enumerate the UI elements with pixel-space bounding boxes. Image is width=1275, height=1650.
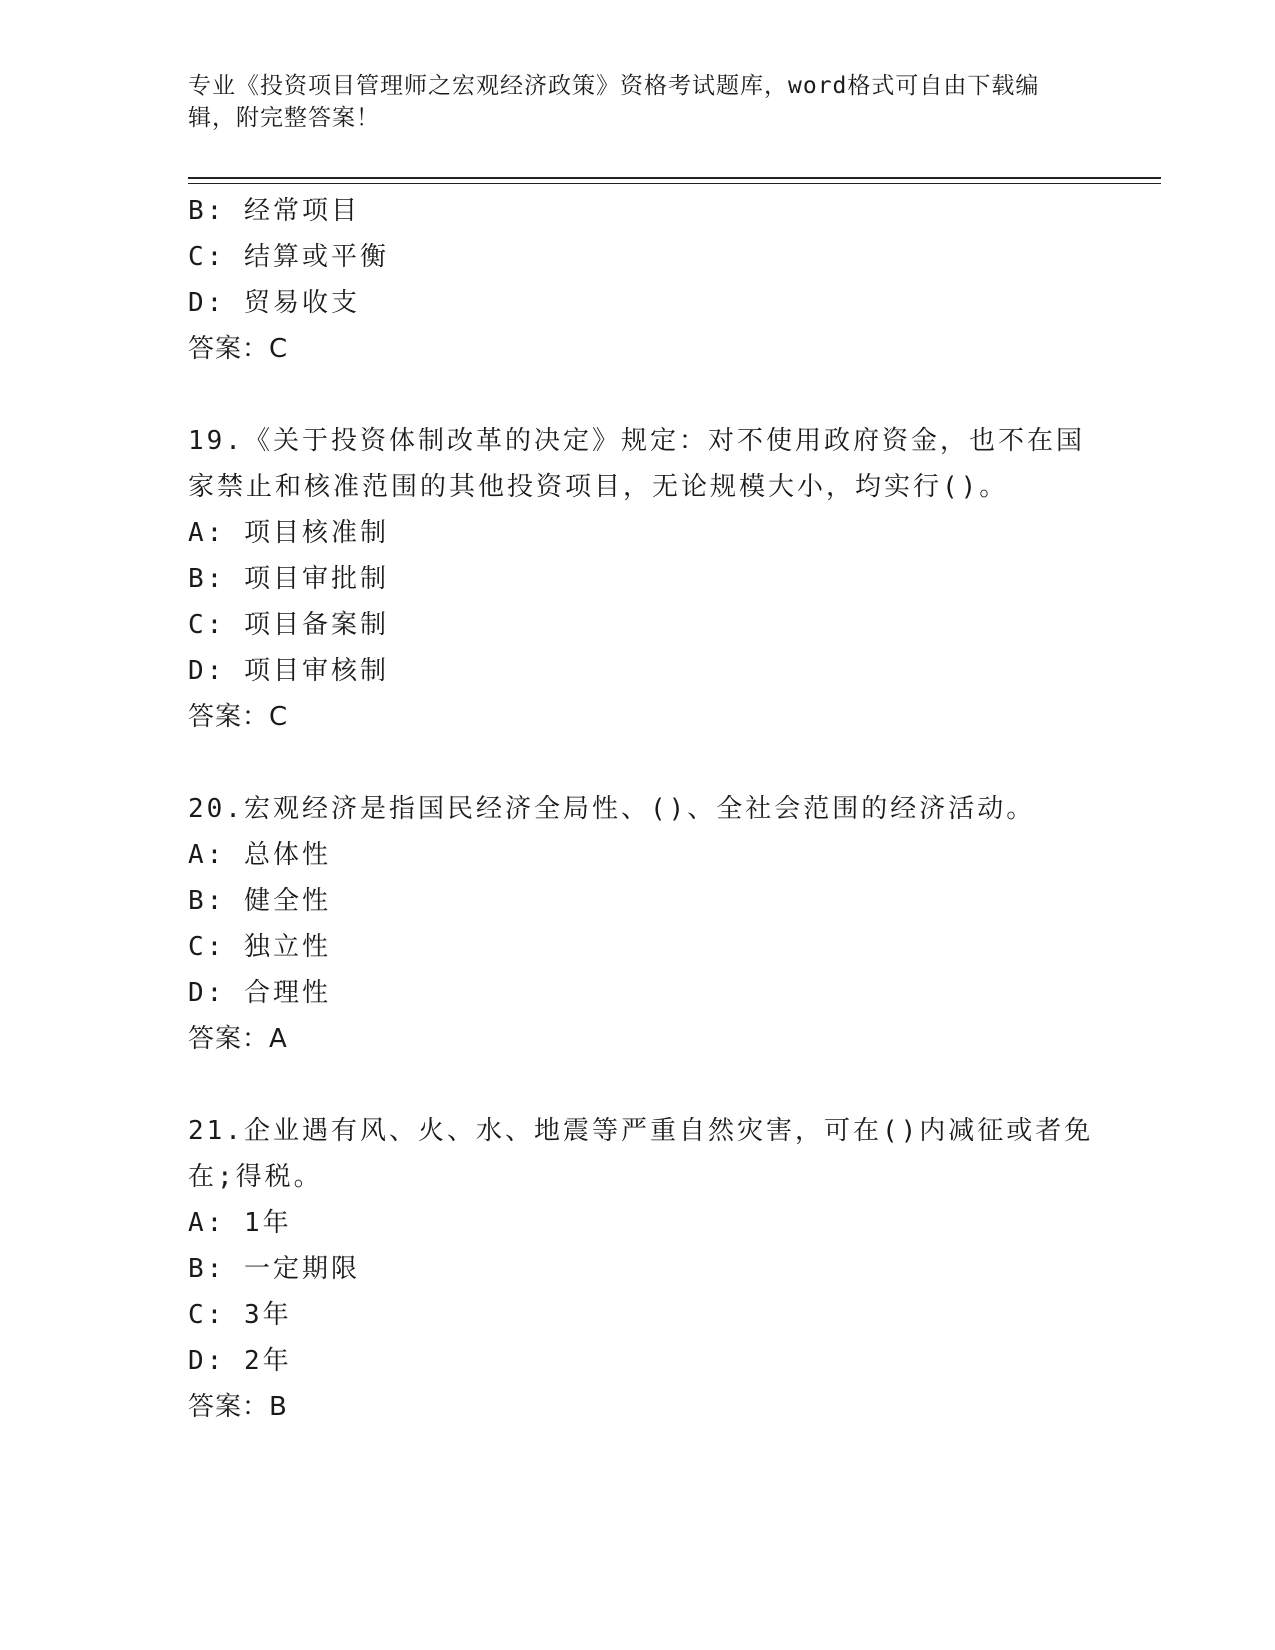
option-a: A: 总体性 [188,840,331,870]
spacer [188,372,1088,418]
answer-line: 答案：C [188,334,289,364]
question-block-21 [188,1108,1094,1430]
option-b: B: 一定期限 [188,1254,360,1284]
header-divider [188,177,1161,179]
option-c: C: 项目备案制 [188,610,389,640]
option-d: D: 贸易收支 [188,288,360,318]
option-c: C: 独立性 [188,932,331,962]
option-c: C: 结算或平衡 [188,242,389,272]
option-c: C: 3年 [188,1300,292,1330]
option-d: D: 2年 [188,1346,292,1376]
question-block-20 [188,786,1088,1062]
answer-line: 答案：C [188,702,289,732]
question-block-19 [188,418,1088,740]
option-a: A: 1年 [188,1208,292,1238]
header-divider-thin [188,183,1161,184]
question-stem-line: 在;得税。 [188,1162,323,1192]
header-line-2: 辑，附完整答案！ [188,105,380,131]
answer-line: 答案：B [188,1392,288,1422]
option-b: B: 经常项目 [188,196,360,226]
question-stem-line: 21.企业遇有风、火、水、地震等严重自然灾害，可在()内减征或者免 [188,1116,1094,1146]
option-a: A: 项目核准制 [188,518,389,548]
question-list [188,188,1094,1430]
question-stem-line: 19.《关于投资体制改革的决定》规定：对不使用政府资金，也不在国 [188,426,1085,456]
question-block-18 [188,188,1088,372]
option-d: D: 合理性 [188,978,331,1008]
document-header [188,70,1088,134]
question-stem-line: 20.宏观经济是指国民经济全局性、()、全社会范围的经济活动。 [188,794,1036,824]
option-b: B: 健全性 [188,886,331,916]
spacer [188,740,1088,786]
spacer [188,1062,1088,1108]
option-b: B: 项目审批制 [188,564,389,594]
question-stem-line: 家禁止和核准范围的其他投资项目，无论规模大小，均实行()。 [188,472,1009,502]
option-d: D: 项目审核制 [188,656,389,686]
header-line-1: 专业《投资项目管理师之宏观经济政策》资格考试题库，word格式可自由下载编 [188,73,1040,99]
answer-line: 答案：A [188,1024,288,1054]
